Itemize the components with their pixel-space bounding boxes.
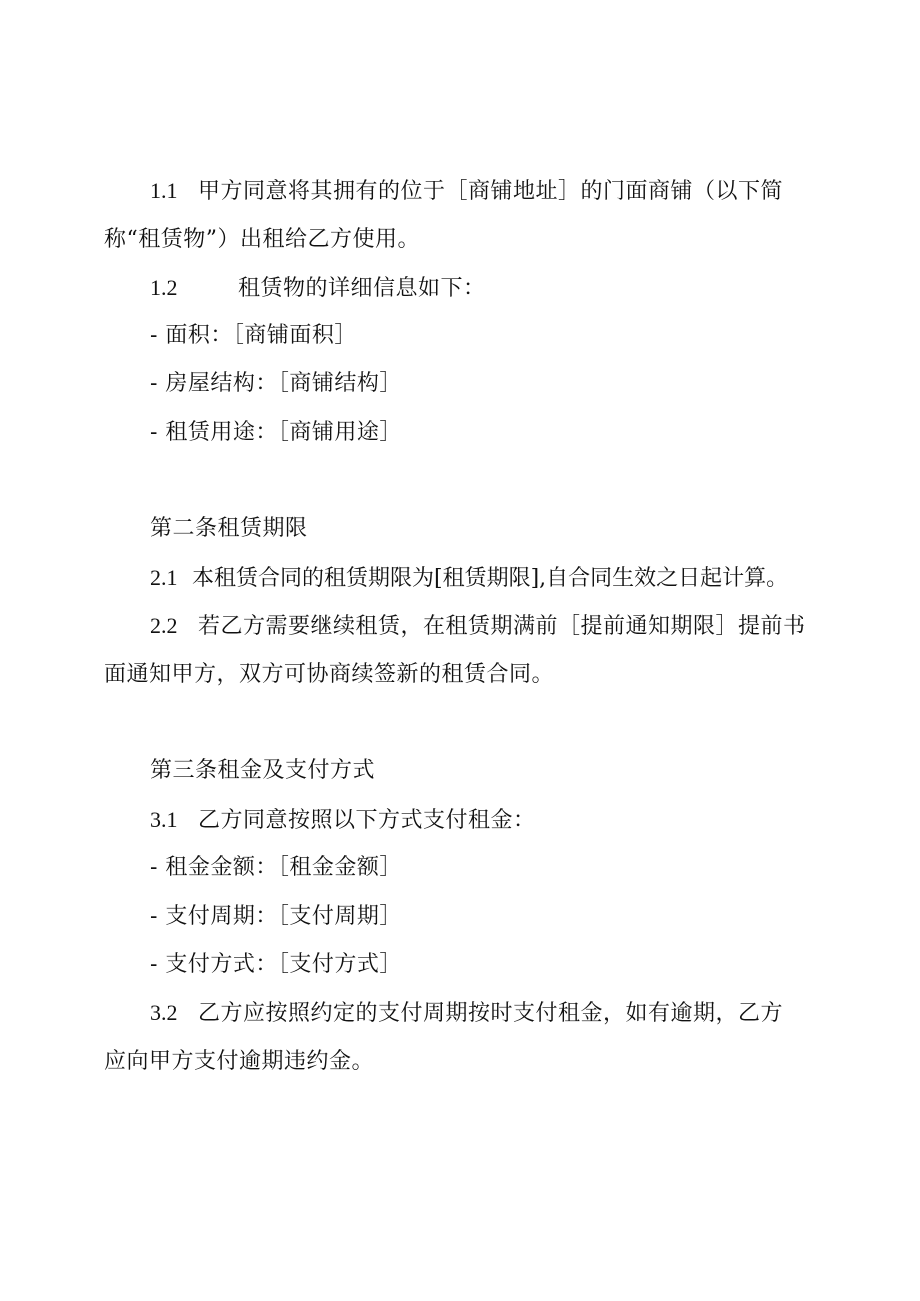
clause-number: 3.1 (150, 807, 178, 832)
clause-number: 1.2 (150, 275, 178, 300)
list-item-structure: - 房屋结构：［商铺结构］ (150, 371, 402, 396)
clause-1-1-line-1 (150, 176, 783, 207)
clause-text: 若乙方需要继续租赁，在租赁期满前［提前通知期限］提前书 (198, 614, 806, 639)
clause-number: 3.2 (150, 1000, 178, 1025)
clause-text: 甲方同意将其拥有的位于［商铺地址］的门面商铺（以下简 (198, 179, 784, 204)
clause-2-2-line-2: 面通知甲方，双方可协商续签新的租赁合同。 (104, 662, 555, 687)
list-item-area: - 面积：［商铺面积］ (150, 323, 357, 348)
clause-text: 乙方应按照约定的支付周期按时支付租金，如有逾期，乙方 (198, 1001, 784, 1026)
section-2-title: 第二条租赁期限 (150, 516, 308, 541)
clause-3-2-line-1 (150, 998, 783, 1029)
clause-3-1 (150, 805, 536, 836)
section-3-title: 第三条租金及支付方式 (150, 758, 376, 783)
clause-text: 乙方同意按照以下方式支付租金： (198, 808, 536, 833)
list-item-usage: - 租赁用途：［商铺用途］ (150, 420, 402, 445)
list-item-payment-cycle: - 支付周期：［支付周期］ (150, 904, 402, 929)
clause-number: 2.2 (150, 613, 178, 638)
list-item-payment-method: - 支付方式：［支付方式］ (150, 952, 402, 977)
clause-3-2-line-2: 应向甲方支付逾期违约金。 (104, 1049, 375, 1074)
clause-2-2-line-1 (150, 611, 806, 642)
clause-text: 本租赁合同的租赁期限为[租赁期限],自合同生效之日起计算。 (192, 566, 789, 591)
clause-number: 2.1 (150, 565, 178, 590)
clause-number: 1.1 (150, 178, 178, 203)
clause-text: 租赁物的详细信息如下： (238, 276, 486, 301)
clause-1-1-line-2: 称“租赁物”）出租给乙方使用。 (104, 227, 420, 252)
clause-1-2 (150, 273, 486, 304)
list-item-rent-amount: - 租金金额：［租金金额］ (150, 855, 402, 880)
clause-2-1 (150, 563, 788, 594)
